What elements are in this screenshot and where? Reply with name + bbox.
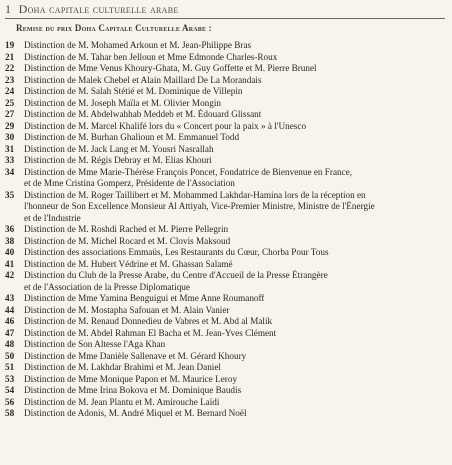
toc-entry [5,155,452,167]
toc-entry-text: Distinction de M. Salah Stétié et M. Dominique de Villepin [24,86,243,96]
section-heading [5,2,445,17]
toc-entry-text: Distinction de Adonis, M. André Miquel et M. Bernard Noël [24,408,247,418]
toc-page-number: 43 [5,293,15,303]
toc-entry-text: Distinction de M. Roshdi Rached et M. Pierre Pellegrin [24,224,229,234]
toc-entry [5,121,452,133]
toc-entry [5,305,452,317]
toc-entry-text: Distinction de Son Altesse l'Aga Khan [24,339,166,349]
toc-page-number: 29 [5,120,15,131]
toc-entry-text: Distinction de M. Roger Taillibert et M. Mohammed Lakhdar-Hamina lors de la réception en [24,189,366,200]
toc-entry [5,144,452,156]
toc-page-number: 22 [5,63,15,73]
toc-entry-text: Distinction de Mme Yamina Benguigui et Mme Anne Roumanoff [24,293,265,303]
toc-entry [5,224,452,236]
toc-page-number: 56 [5,396,15,407]
section-number: 1 [5,2,12,16]
toc-entry-text: Distinction de M. Renaud Donnedieu de Vabres et M. Abd al Malik [24,316,273,326]
toc-entry-text: Distinction de M. Abdelwahhab Meddeb et M. Édouard Glissant [24,109,262,119]
heading-divider [5,18,445,19]
toc-page-number: 54 [5,385,15,395]
toc-page-number: 38 [5,235,15,246]
section-title: Doha capitale culturelle arabe [18,2,179,16]
toc-entry-text: Distinction de M. Régis Debray et M. Elias Khouri [24,155,212,165]
toc-entry-text: Distinction de M. Jack Lang et M. Yousri Nasrallah [24,143,214,154]
toc-entry [5,259,452,271]
toc-entry-continuation: et de l'Association de la Presse Diplomatique [24,281,190,292]
toc-entry-text: Distinction de Mme Monique Papon et M. Maurice Leroy [24,373,238,384]
toc-entry-text: Distinction de M. Lakhdar Brahimi et M. Jean Daniel [24,362,221,372]
toc-entry-text: Distinction de M. Marcel Khalifé lors du « Concert pour la paix » à l'Unesco [24,120,307,131]
toc-entry [5,374,452,386]
toc-page-number: 51 [5,362,15,372]
toc-page-number: 44 [5,304,15,315]
toc-page-number: 27 [5,109,15,119]
toc-entry-text: Distinction de Malek Chebel et Alain Maillard De La Morandais [24,74,262,85]
toc-page-number: 24 [5,86,15,96]
toc-page-number: 23 [5,74,15,85]
toc-page-number: 46 [5,316,15,326]
toc-page-number: 50 [5,350,15,361]
toc-page-number: 33 [5,155,15,165]
toc-page-number: 42 [5,270,15,280]
toc-entry [5,132,452,144]
toc-entry-text: Distinction de M. Joseph Maïla et M. Olivier Mongin [24,97,222,108]
toc-entry [5,167,452,179]
toc-page-number: 31 [5,143,15,154]
toc-entry [5,75,452,87]
toc-entry-continuation: et de Mme Cristina Gomperz, Présidente de l'Association [24,178,235,188]
toc-entry [5,236,452,248]
toc-entry [5,408,452,420]
toc-list [5,40,452,420]
toc-entry-text: Distinction de M. Mostapha Safouan et M. Alain Vanier [24,304,230,315]
toc-entry [5,328,452,340]
toc-page-number: 36 [5,224,15,234]
toc-entry [5,385,452,397]
toc-entry-text: Distinction du Club de la Presse Arabe, du Centre d'Accueil de la Presse Étrangère [24,270,328,280]
subheading: Remise du prix Doha Capitale Culturelle Arabe : [16,23,212,33]
toc-entry-text: Distinction de M. Jean Plantu et M. Amirouche Laïdi [24,396,220,407]
toc-entry-text: Distinction de M. Abdel Rahman El Bacha et M. Jean-Yves Clément [24,327,277,338]
toc-entry [5,316,452,328]
toc-entry [5,86,452,98]
toc-entry [5,270,452,282]
toc-page-number: 58 [5,408,15,418]
toc-page-number: 47 [5,327,15,338]
toc-page-number: 19 [5,40,15,50]
toc-entry [5,397,452,409]
toc-entry [5,351,452,363]
toc-page-number: 53 [5,373,15,384]
toc-entry [5,247,452,259]
toc-entry-text: Distinction de M. Hubert Védrine et M. Ghassan Salamé [24,258,233,269]
toc-entry [5,40,452,52]
toc-entry-text: Distinction des associations Emmaüs, Les Restaurants du Cœur, Chorba Pour Tous [24,247,329,257]
toc-page-number: 40 [5,247,15,257]
toc-entry-text: Distinction de Mme Irina Bokova et M. Dominique Baudis [24,385,242,395]
toc-entry [5,109,452,121]
toc-entry-text: Distinction de Mme Venus Khoury-Ghata, M. Guy Goffette et M. Pierre Brunel [24,63,317,73]
toc-page-number: 30 [5,132,15,142]
toc-page-number: 35 [5,189,15,200]
toc-page-number: 21 [5,51,15,62]
toc-entry-text: Distinction de Mme Marie-Thérèse François Poncet, Fondatrice de Bienvenue en France, [24,166,353,177]
toc-entry-continuation: et de l'Industrie [24,212,81,223]
toc-page-number: 48 [5,339,15,349]
toc-entry-text: Distinction de M. Michel Rocard et M. Clovis Maksoud [24,235,231,246]
toc-page-number: 34 [5,166,15,177]
toc-page-number: 41 [5,258,15,269]
toc-entry [5,339,452,351]
toc-entry [5,63,452,75]
toc-entry [5,52,452,64]
toc-entry [5,98,452,110]
toc-entry-text: Distinction de Mme Danièle Sallenave et M. Gérard Khoury [24,350,247,361]
toc-entry-continuation: l'honneur de Son Excellence Monsieur Al Attiyah, Vice-Premier Ministre, Ministre de l'Énergie [24,201,375,211]
toc-entry-text: Distinction de M. Mohamed Arkoun et M. Jean-Philippe Bras [24,40,252,50]
toc-entry [5,362,452,374]
toc-entry [5,190,452,202]
toc-entry-text: Distinction de M. Burhan Ghalioun et M. Emmanuel Todd [24,132,240,142]
toc-entry [5,293,452,305]
toc-entry-text: Distinction de M. Tahar ben Jelloun et Mme Edmonde Charles-Roux [24,51,278,62]
toc-page-number: 25 [5,97,15,108]
